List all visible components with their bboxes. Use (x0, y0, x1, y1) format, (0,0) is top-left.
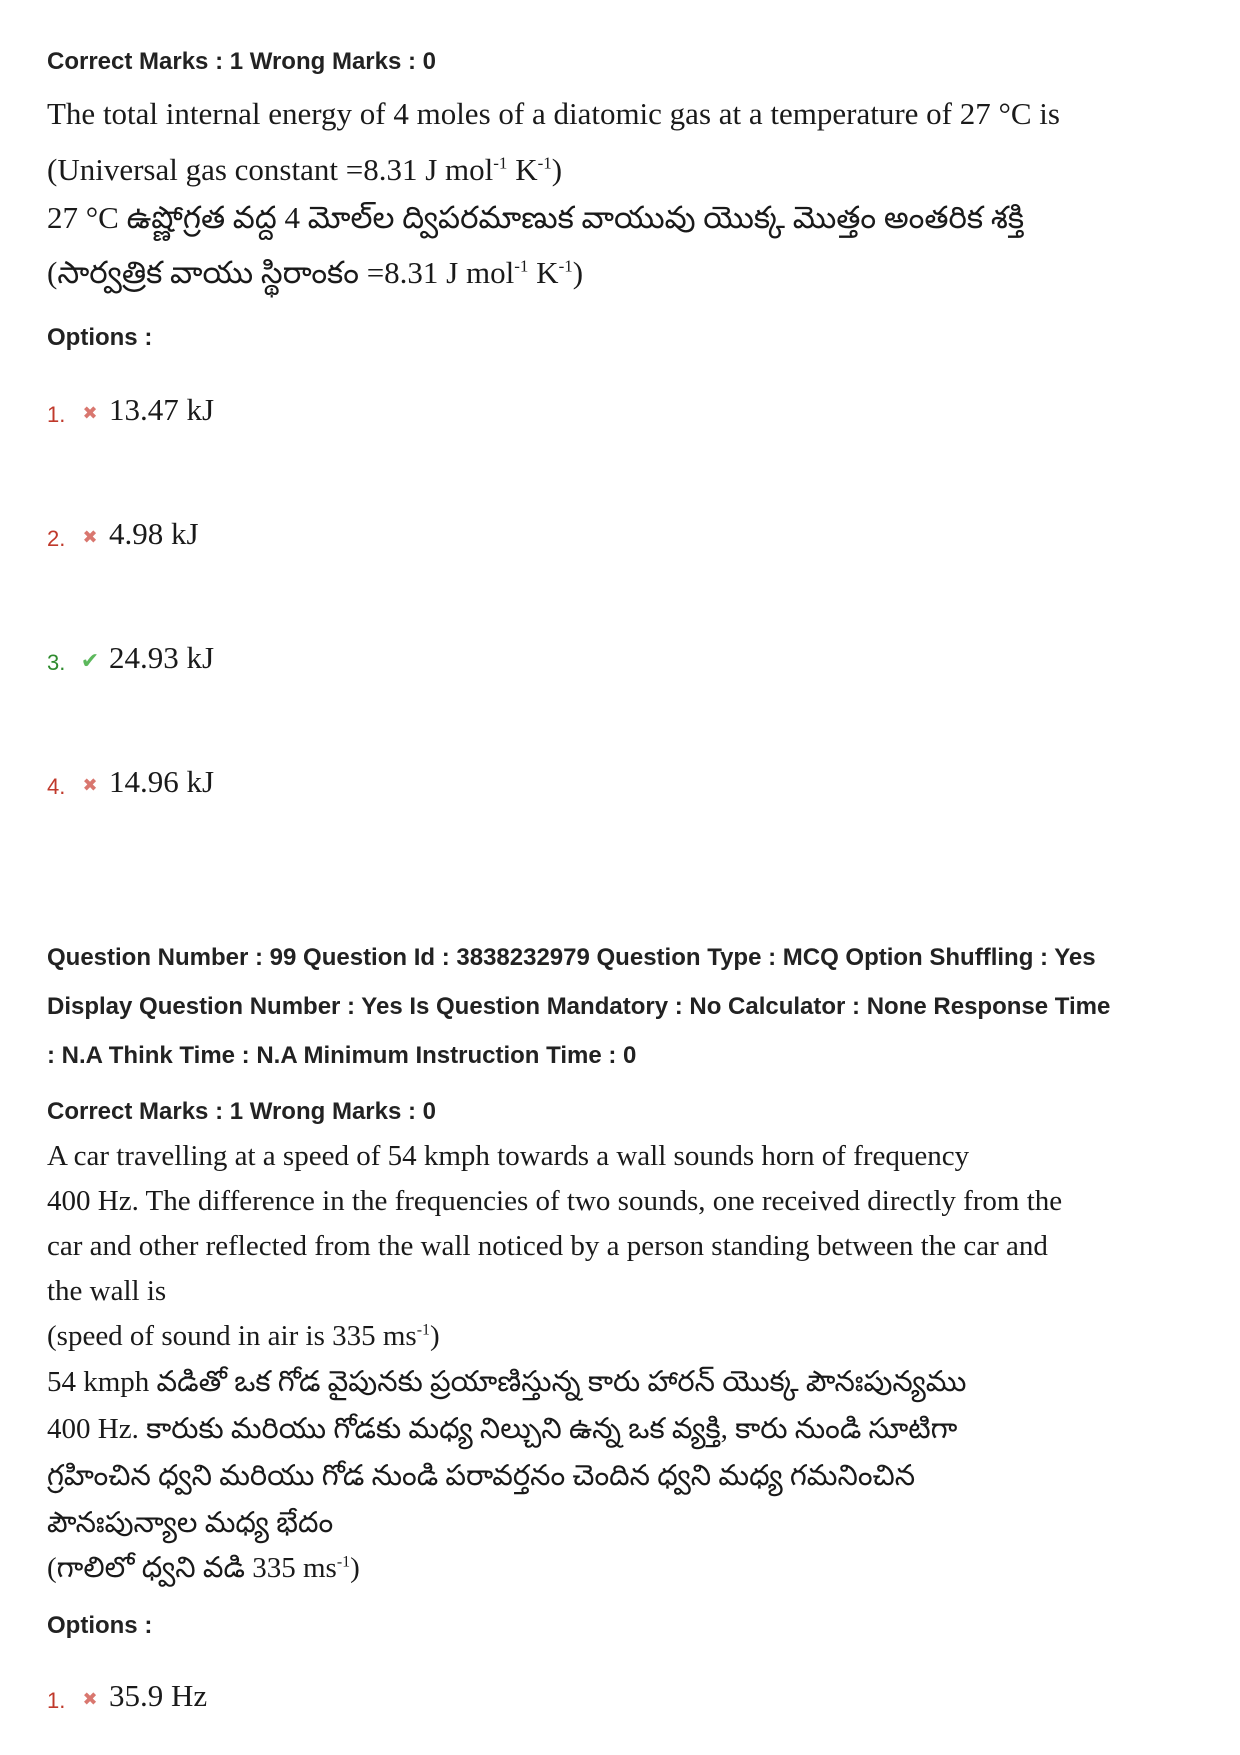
option-text: 14.96 kJ (109, 764, 215, 799)
q2-text-english-line3: car and other reflected from the wall noticed by a person standing between the car and (47, 1230, 1048, 1262)
q1-options-label: Options : (47, 324, 153, 351)
q2-option-1[interactable] (47, 1676, 207, 1716)
q2-header-line2: Display Question Number : Yes Is Question Mandatory : No Calculator : None Response Time (47, 993, 1111, 1020)
cross-icon: ✖ (82, 526, 98, 548)
q2-en-speed-text: (speed of sound in air is 335 ms (47, 1320, 417, 1352)
q2-te-close: ) (350, 1552, 360, 1584)
option-number: 1. (47, 1688, 66, 1713)
cross-icon: ✖ (82, 402, 98, 424)
q1-en-constant-text: (Universal gas constant =8.31 J mol (47, 152, 494, 187)
q2-text-english-line2: 400 Hz. The difference in the frequencies of two sounds, one received directly from the (47, 1185, 1063, 1217)
q2-en-exp: -1 (416, 1321, 430, 1339)
q2-options-label: Options : (47, 1612, 153, 1639)
q1-option-4[interactable] (47, 762, 214, 802)
q1-te-exp2: -1 (558, 256, 573, 276)
q1-option-3[interactable] (47, 638, 214, 678)
q2-text-telugu-line1: 54 kmph వడితో ఒక గోడ వైపునకు ప్రయాణిస్తున్న కారు హారన్ యొక్క పౌనఃపున్యము (47, 1366, 967, 1398)
option-number: 1. (47, 402, 66, 427)
q1-en-close: ) (551, 152, 563, 187)
q1-text-telugu-line1: 27 °C ఉష్ణోగ్రత వద్ద 4 మోల్‌ల ద్విపరమాణుక వాయువు యొక్క మొత్తం అంతరిక శక్తి (47, 200, 1025, 235)
q2-text-english-line4: the wall is (47, 1275, 167, 1307)
q2-text-telugu-line2: 400 Hz. కారుకు మరియు గోడకు మధ్య నిల్చుని ఉన్న ఒక వ్యక్తి, కారు నుండి సూటిగా (47, 1413, 958, 1445)
q1-te-kelvin: K (528, 255, 559, 290)
q1-text-telugu-line2 (47, 255, 583, 298)
q1-marks: Correct Marks : 1 Wrong Marks : 0 (47, 48, 437, 75)
option-number: 4. (47, 774, 66, 799)
option-text: 24.93 kJ (109, 640, 215, 675)
q1-te-close: ) (572, 255, 584, 290)
option-text: 4.98 kJ (109, 516, 199, 551)
option-number: 3. (47, 650, 66, 675)
q2-header-line1: Question Number : 99 Question Id : 3838232979 Question Type : MCQ Option Shuffling : Yes (47, 944, 1096, 971)
q2-marks: Correct Marks : 1 Wrong Marks : 0 (47, 1098, 437, 1125)
q1-en-exp1: -1 (493, 153, 508, 173)
q2-text-telugu-line4: పౌనఃపున్యాల మధ్య భేదం (47, 1507, 334, 1539)
q1-option-1[interactable] (47, 390, 214, 430)
check-icon: ✔ (80, 648, 100, 674)
q1-te-constant-text: (సార్వత్రిక వాయు స్థిరాంకం =8.31 J mol (47, 255, 515, 290)
option-text: 35.9 Hz (109, 1678, 208, 1713)
q2-header-line3: : N.A Think Time : N.A Minimum Instruction Time : 0 (47, 1042, 637, 1069)
q2-text-english-line5 (47, 1320, 440, 1353)
q1-en-kelvin: K (507, 152, 538, 187)
cross-icon: ✖ (82, 1688, 98, 1710)
q1-option-2[interactable] (47, 514, 199, 554)
option-text: 13.47 kJ (109, 392, 215, 427)
q2-te-speed-text: (గాలిలో ధ్వని వడి 335 ms (47, 1552, 337, 1584)
cross-icon: ✖ (82, 774, 98, 796)
q1-text-english-line2 (47, 152, 562, 188)
q1-te-exp1: -1 (514, 256, 529, 276)
q2-text-telugu-line3: గ్రహించిన ధ్వని మరియు గోడ నుండి పరావర్తనం చెందిన ధ్వని మధ్య గమనించిన (47, 1460, 916, 1492)
option-number: 2. (47, 526, 66, 551)
q1-text-english-line1: The total internal energy of 4 moles of a diatomic gas at a temperature of 27 °C is (47, 96, 1060, 131)
q2-text-english-line1: A car travelling at a speed of 54 kmph towards a wall sounds horn of frequency (47, 1140, 970, 1172)
q2-en-close: ) (430, 1320, 440, 1352)
q2-te-exp: -1 (336, 1553, 351, 1571)
q2-text-telugu-line5 (47, 1552, 360, 1592)
q1-en-exp2: -1 (537, 153, 552, 173)
